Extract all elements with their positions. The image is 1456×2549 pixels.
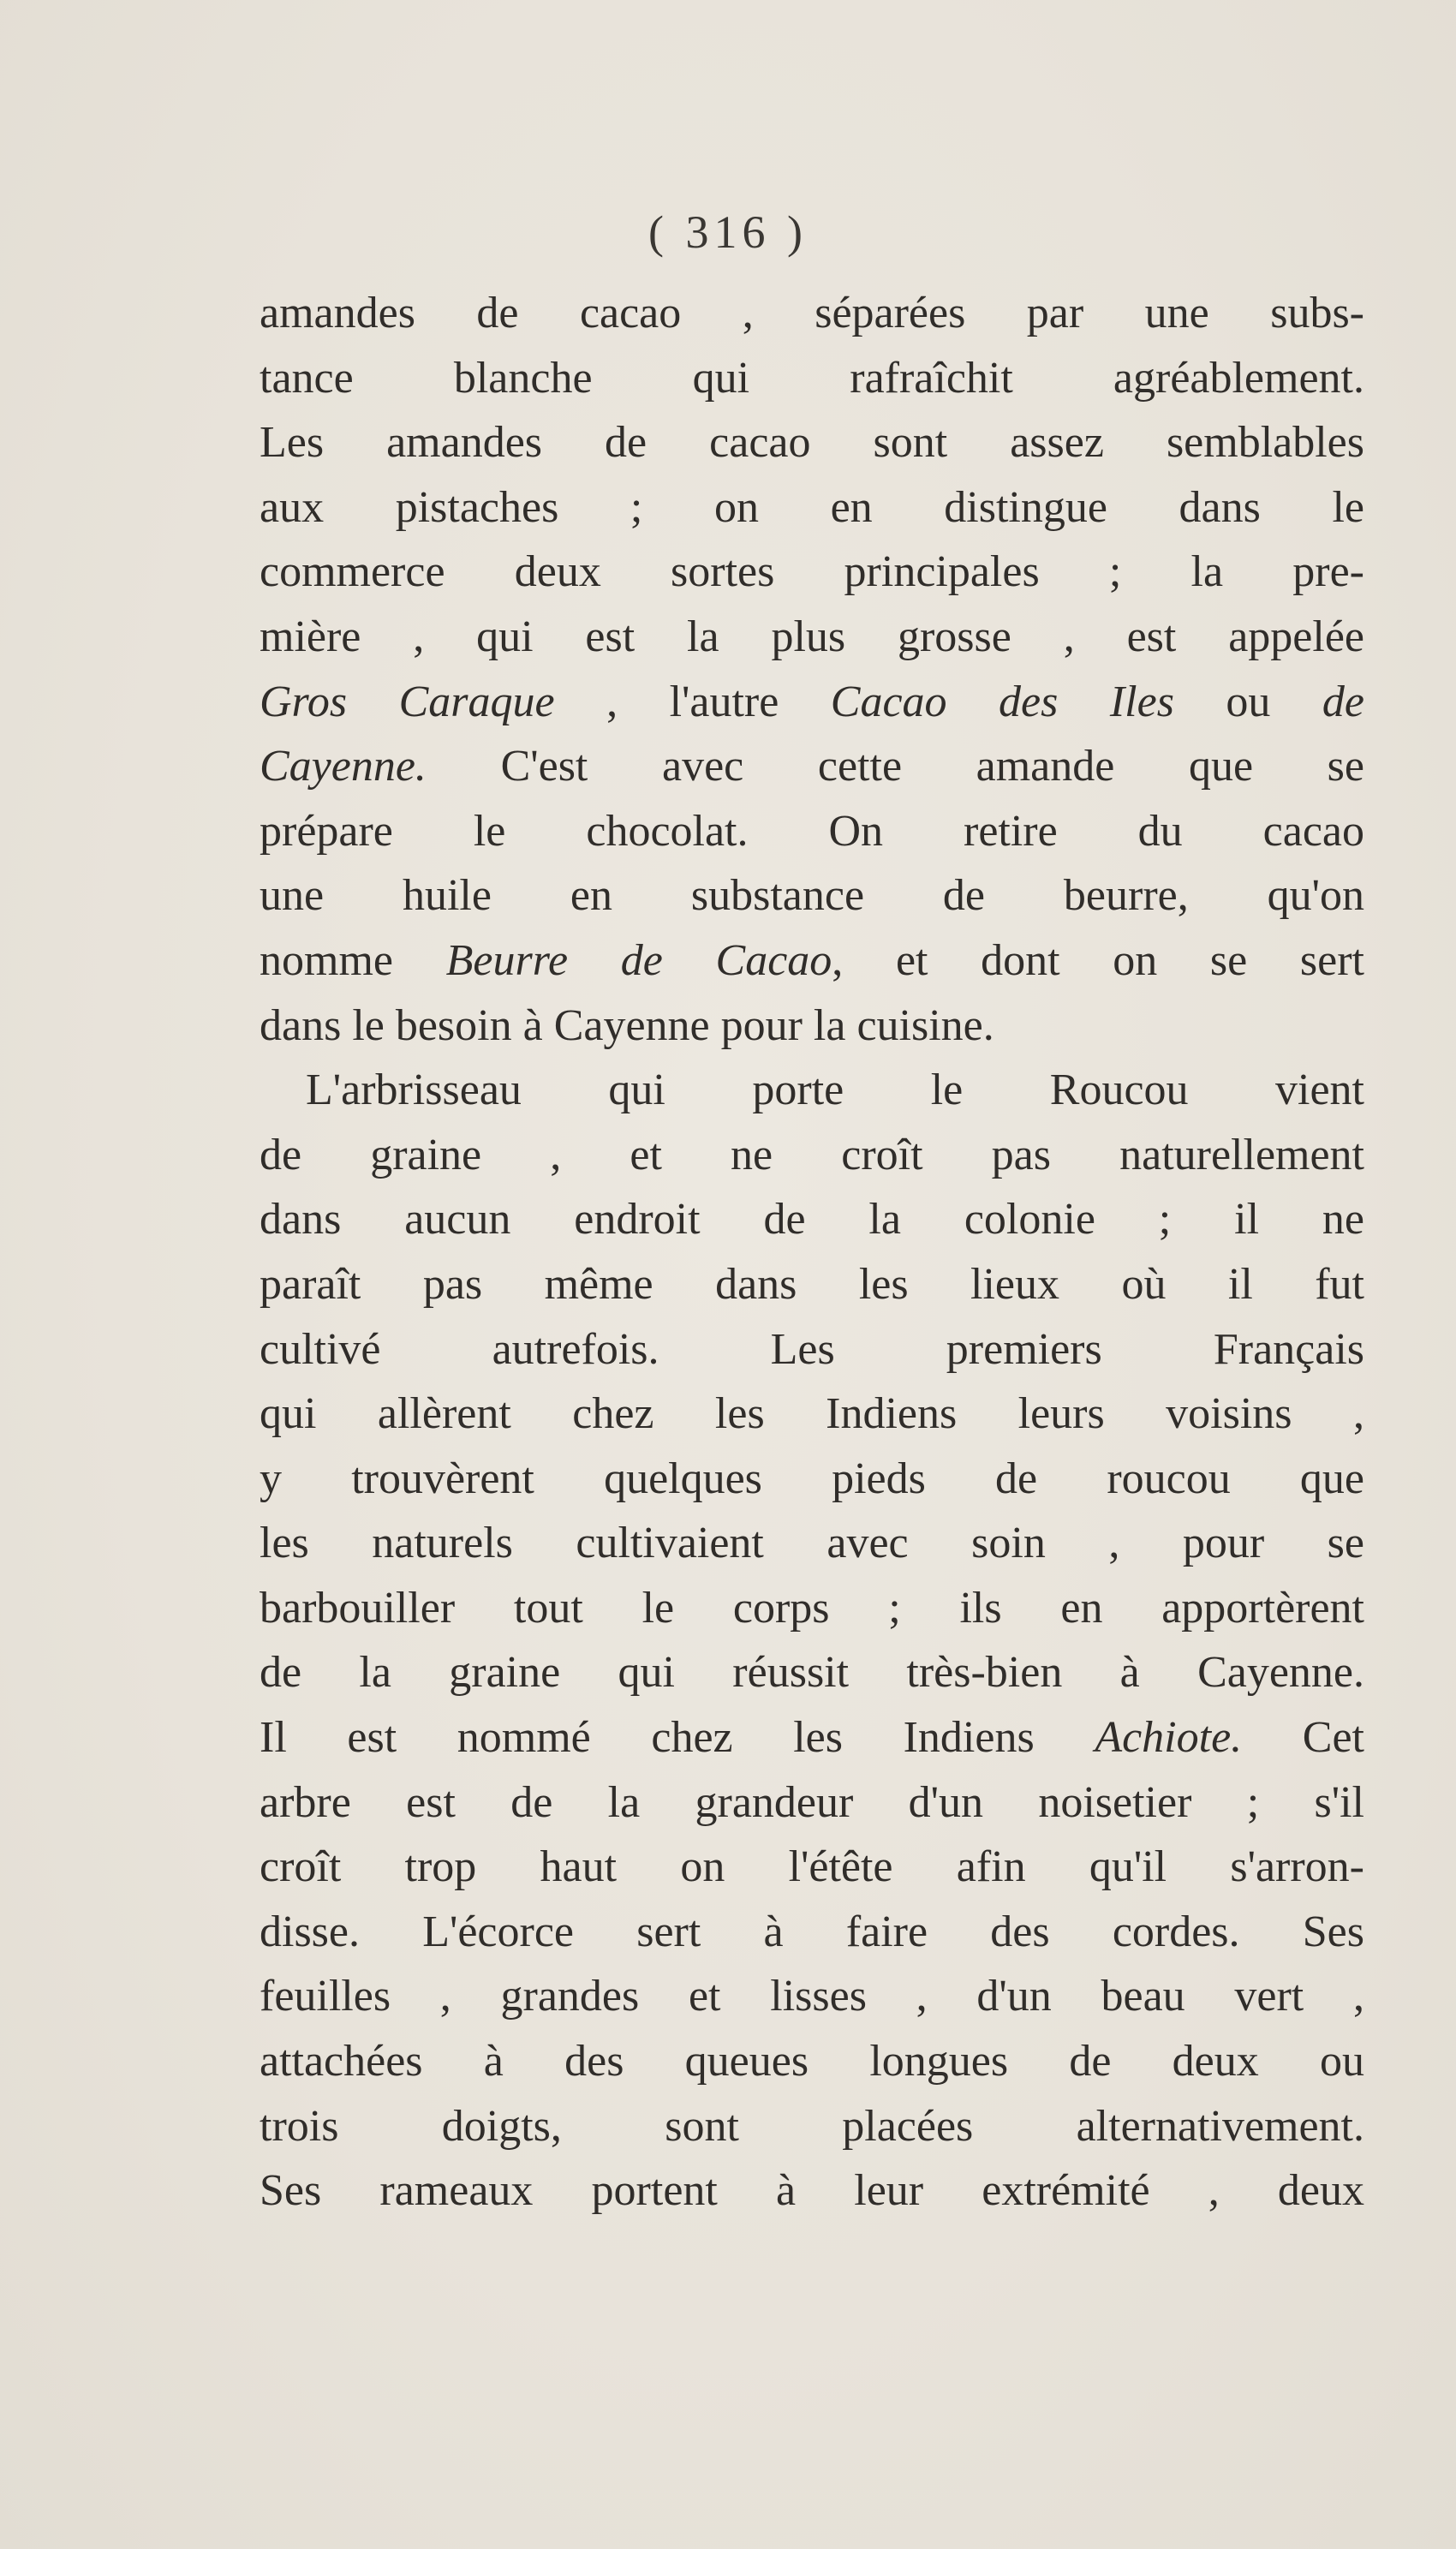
text-line	[260, 1705, 1364, 1770]
page-number: ( 316 )	[648, 206, 808, 258]
text-segment: mière , qui est la plus grosse , est appelée	[260, 612, 1364, 661]
text-line	[260, 1123, 1364, 1188]
text-line	[260, 1770, 1364, 1836]
text-line	[260, 670, 1364, 735]
text-line	[260, 1511, 1364, 1576]
text-line	[260, 863, 1364, 928]
text-line	[260, 799, 1364, 864]
text-line	[260, 2094, 1364, 2159]
text-line	[260, 540, 1364, 605]
text-segment: dans aucun endroit de la colonie ; il ne	[260, 1195, 1364, 1245]
text-segment: une huile en substance de beurre, qu'on	[260, 871, 1364, 921]
text-segment: dans le besoin à Cayenne pour la cuisine.	[260, 1000, 994, 1050]
text-segment: prépare le chocolat. On retire du cacao	[260, 806, 1364, 856]
text-line	[260, 734, 1364, 799]
text-segment: C'est avec cette amande que se	[426, 742, 1364, 791]
text-segment: Ses rameaux portent à leur extrémité , deux	[260, 2166, 1364, 2216]
text-segment: attachées à des queues longues de deux ou	[260, 2037, 1364, 2086]
text-line	[260, 1900, 1364, 1965]
text-segment: nomme	[260, 935, 446, 985]
italic-text-segment: Beurre de Cacao	[445, 935, 832, 985]
body-text	[260, 281, 1364, 2224]
text-segment: commerce deux sortes principales ; la pre-	[260, 547, 1364, 597]
text-line	[260, 1447, 1364, 1512]
text-segment: Il est nommé chez les Indiens	[260, 1713, 1095, 1763]
text-line	[260, 1382, 1364, 1447]
text-segment: Les amandes de cacao sont assez semblables	[260, 418, 1364, 468]
text-line	[260, 346, 1364, 411]
text-line	[260, 2029, 1364, 2094]
text-segment: de la graine qui réussit très-bien à Cayenne.	[260, 1648, 1364, 1698]
text-segment: croît trop haut on l'étête afin qu'il s'arron-	[260, 1842, 1364, 1892]
italic-text-segment: Cayenne.	[260, 742, 427, 791]
italic-text-segment: Cacao des Iles	[830, 677, 1174, 726]
text-line	[260, 928, 1364, 994]
text-segment: cultivé autrefois. Les premiers Français	[260, 1324, 1364, 1374]
text-line	[260, 605, 1364, 670]
text-line	[260, 1252, 1364, 1317]
italic-text-segment: Achiote.	[1095, 1713, 1243, 1763]
text-segment: ou	[1173, 677, 1322, 726]
text-segment: , et dont on se sert	[832, 935, 1364, 985]
text-segment: qui allèrent chez les Indiens leurs voisins ,	[260, 1389, 1364, 1439]
text-segment: de graine , et ne croît pas naturellement	[260, 1130, 1364, 1179]
text-line	[260, 1058, 1364, 1123]
italic-text-segment: Gros Caraque	[260, 677, 555, 726]
text-segment: L'arbrisseau qui porte le Roucou vient	[306, 1066, 1364, 1115]
text-segment: aux pistaches ; on en distingue dans le	[260, 482, 1364, 532]
text-segment: amandes de cacao , séparées par une subs-	[260, 289, 1364, 337]
text-line	[260, 1317, 1364, 1382]
text-line	[260, 2158, 1364, 2224]
text-segment: tance blanche qui rafraîchit agréablement.	[260, 353, 1364, 403]
text-segment: y trouvèrent quelques pieds de roucou que	[260, 1454, 1364, 1503]
text-line	[260, 475, 1364, 540]
text-segment: trois doigts, sont placées alternativement.	[260, 2101, 1364, 2151]
text-segment: feuilles , grandes et lisses , d'un beau vert ,	[260, 1972, 1364, 2021]
text-segment: disse. L'écorce sert à faire des cordes. Ses	[260, 1907, 1364, 1956]
italic-text-segment: de	[1322, 677, 1364, 726]
text-segment: , l'autre	[554, 677, 831, 726]
text-segment: arbre est de la grandeur d'un noisetier ; s'il	[260, 1777, 1364, 1827]
text-line	[260, 410, 1364, 475]
text-line	[260, 1187, 1364, 1252]
text-segment: barbouiller tout le corps ; ils en apportèrent	[260, 1583, 1364, 1633]
text-segment: paraît pas même dans les lieux où il fut	[260, 1259, 1364, 1309]
text-line	[260, 1835, 1364, 1900]
text-line	[260, 1640, 1364, 1705]
text-line	[260, 994, 1364, 1059]
text-line	[260, 281, 1364, 346]
text-line	[260, 1576, 1364, 1641]
text-segment: les naturels cultivaient avec soin , pour se	[260, 1519, 1364, 1568]
text-line	[260, 1964, 1364, 2029]
text-segment: Cet	[1242, 1713, 1364, 1763]
